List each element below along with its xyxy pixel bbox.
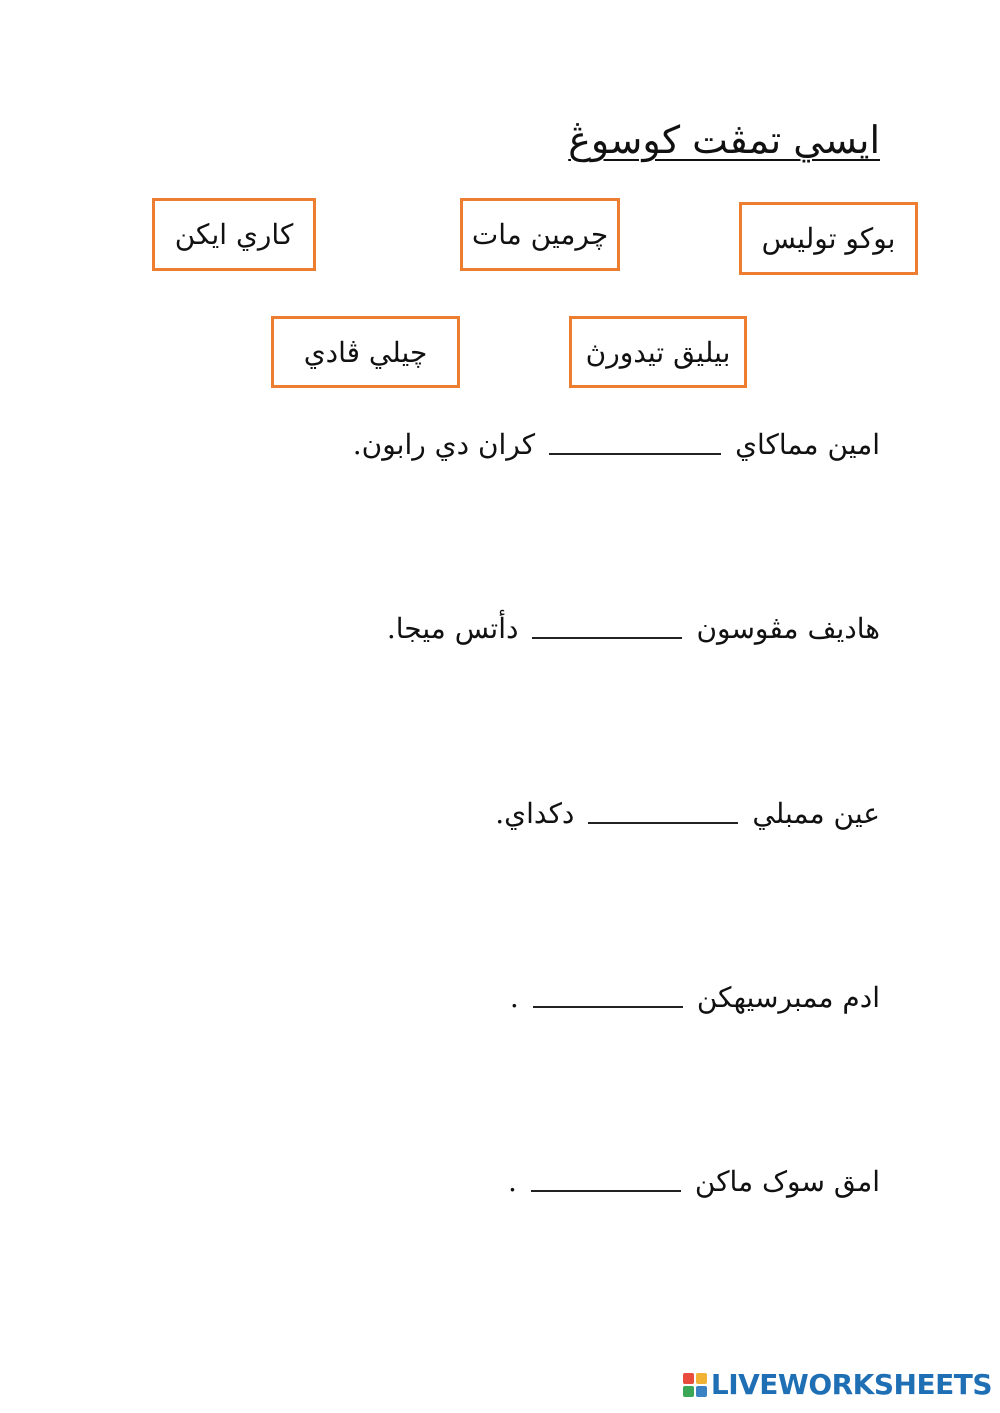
sentence-text-after: دأتس ميجا. xyxy=(386,612,519,645)
answer-blank[interactable] xyxy=(531,1190,681,1192)
sentence-1 xyxy=(353,428,880,461)
answer-blank[interactable] xyxy=(549,453,721,455)
answer-blank[interactable] xyxy=(588,822,738,824)
sentence-text-after: كران دي رابون. xyxy=(352,428,536,461)
logo-square xyxy=(683,1373,694,1384)
sentence-text-after: . xyxy=(509,981,519,1014)
sentence-text-before: عين ممبلي xyxy=(752,797,880,830)
sentence-text-before: امق سوک ماكن xyxy=(694,1165,880,1198)
sentence-2 xyxy=(387,612,880,645)
brand-text: LIVEWORKSHEETS xyxy=(710,1368,992,1401)
logo-square xyxy=(696,1373,707,1384)
sentence-5 xyxy=(508,1165,880,1198)
sentence-text-after: . xyxy=(508,1165,517,1198)
sentence-text-before: امين مماكاي xyxy=(735,428,880,461)
word-bank-item: چيلي ڤادي xyxy=(271,316,460,388)
word-bank-item: كاري ايكن xyxy=(152,198,316,271)
worksheet-title: ايسي تمڤت كوسوڠ xyxy=(568,118,880,162)
liveworksheets-logo-icon xyxy=(683,1373,707,1397)
answer-blank[interactable] xyxy=(532,637,682,639)
word-bank-item: بيليق تيدورڽ xyxy=(569,316,747,388)
word-bank-item: چرمين مات xyxy=(460,198,620,271)
sentence-4 xyxy=(510,981,880,1014)
sentence-text-before: هاديف مڤوسون xyxy=(696,612,880,645)
word-bank-item: بوكو توليس xyxy=(739,202,918,275)
sentence-3 xyxy=(495,797,880,830)
sentence-text-before: ادم ممبرسيهكن xyxy=(696,981,880,1014)
logo-square xyxy=(683,1386,694,1397)
answer-blank[interactable] xyxy=(533,1006,683,1008)
sentence-text-after: دكداي. xyxy=(495,797,575,830)
logo-square xyxy=(696,1386,707,1397)
liveworksheets-logo[interactable] xyxy=(683,1368,992,1401)
